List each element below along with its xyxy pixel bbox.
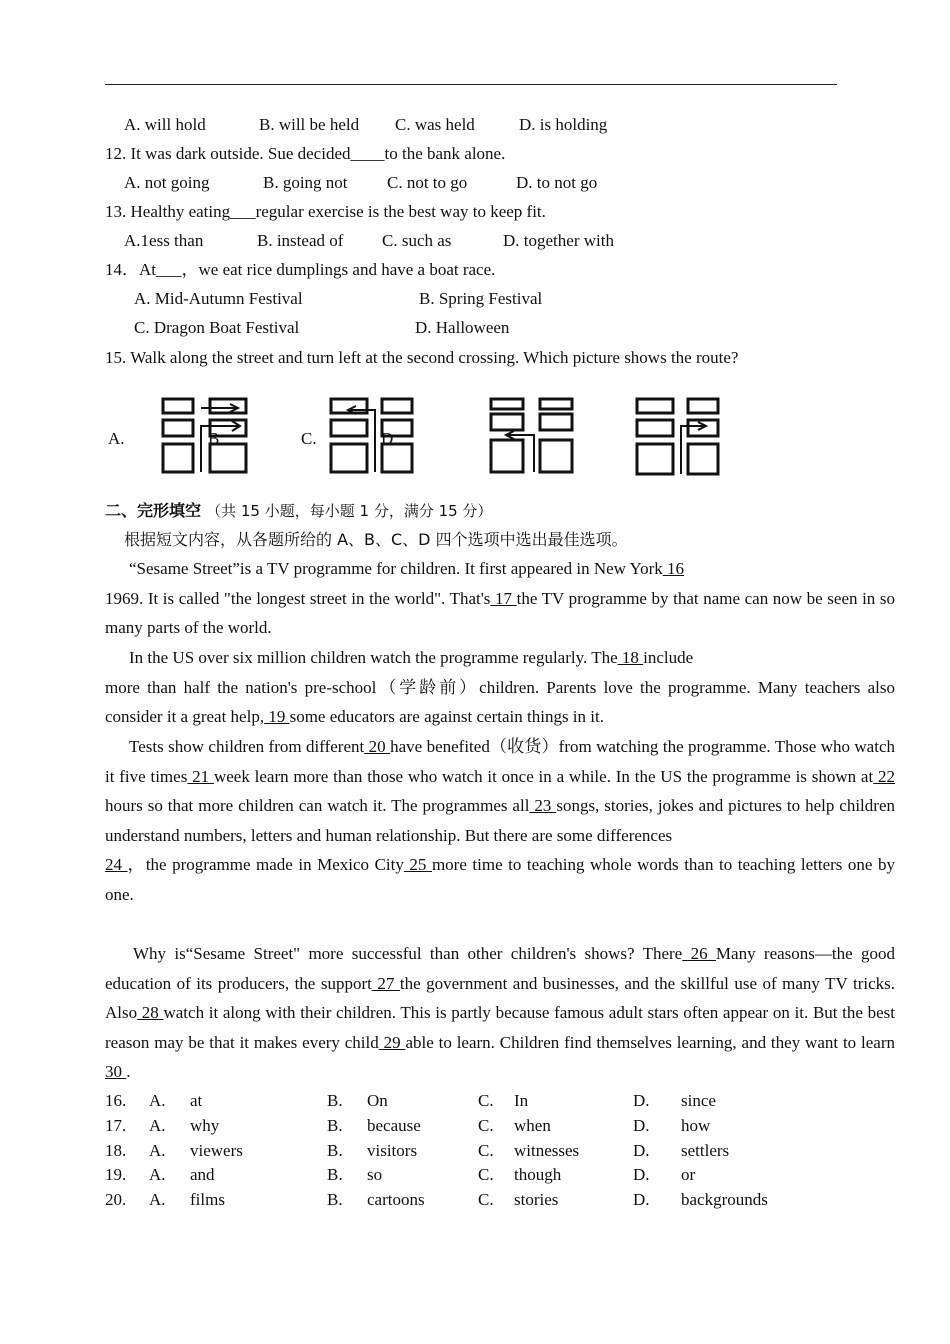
option-17-c[interactable]: when: [514, 1115, 551, 1135]
q13-option-a[interactable]: A.1ess than: [124, 231, 204, 250]
option-16-b[interactable]: On: [367, 1091, 388, 1110]
option-18-a[interactable]: viewers: [190, 1140, 243, 1160]
option-17-d[interactable]: how: [681, 1115, 711, 1135]
route-picture-a[interactable]: [160, 396, 250, 476]
blank-26[interactable]: 26: [682, 944, 716, 963]
q12-option-d[interactable]: D. to not go: [516, 173, 598, 192]
passage-paragraph-3: Tests show children from different 20 have benefited（收货）from watching the programme. Those who watch it five times 21 week learn more than those who watch it once in a while. In the US the programme is shown at 22 hours so that more children can watch it. The programmes all 23 songs, stories, jokes and pictures to help children understand numbers, letters and human relationship. But there are some differences 24 ，the programme made in Mexico City 25 more time to teaching whole words than to teaching letters one by one.: [105, 737, 896, 904]
option-19-d[interactable]: or: [681, 1165, 696, 1185]
q13-option-b[interactable]: B. instead of: [257, 231, 344, 250]
option-20-a[interactable]: films: [190, 1190, 225, 1210]
option-17-a[interactable]: why: [190, 1115, 220, 1135]
option-17-b[interactable]: because: [367, 1115, 421, 1135]
blank-28[interactable]: 28: [137, 1003, 164, 1023]
q14-option-d[interactable]: D. Halloween: [415, 318, 510, 337]
option-20-c[interactable]: stories: [514, 1190, 559, 1210]
q12-option-b[interactable]: B. going not: [263, 173, 348, 192]
option-19-a[interactable]: and: [190, 1165, 215, 1185]
blank-21[interactable]: 21: [187, 766, 214, 786]
option-18-c[interactable]: witnesses: [514, 1140, 580, 1160]
q14-option-b[interactable]: B. Spring Festival: [419, 289, 543, 308]
option-18-d[interactable]: settlers: [681, 1140, 730, 1160]
q14-stem: 14．At___，we eat rice dumplings and have a boat race.: [105, 260, 496, 279]
option-16-c[interactable]: In: [514, 1091, 529, 1110]
q13-option-d[interactable]: D. together with: [503, 231, 614, 250]
q15-label-c: C.: [301, 429, 317, 448]
blank-19[interactable]: 19: [264, 707, 290, 727]
option-20-d[interactable]: backgrounds: [681, 1190, 768, 1210]
section2-heading-note: （共 15 小题，每小题 1 分，满分 15 分）: [206, 502, 493, 520]
q11-option-d[interactable]: D. is holding: [519, 115, 608, 134]
option-19-b[interactable]: so: [367, 1165, 383, 1185]
blank-20[interactable]: 20: [364, 737, 391, 756]
blank-24[interactable]: 24: [105, 855, 128, 875]
q11-option-c[interactable]: C. was held: [395, 115, 475, 134]
q11-option-b[interactable]: B. will be held: [259, 115, 360, 134]
passage-paragraph-1: “Sesame Street”is a TV programme for children. It first appeared in New York 16 1969. It is called "the longest street in the world". That's 17 the TV programme by that name can now be seen in so many parts of the world.: [105, 559, 895, 638]
header-rule: [105, 84, 837, 85]
route-picture-c[interactable]: [488, 396, 576, 476]
section2-heading-row: [105, 500, 492, 522]
q11-option-a[interactable]: A. will hold: [124, 115, 206, 134]
blank-17[interactable]: 17: [490, 588, 517, 608]
option-19-c[interactable]: though: [514, 1165, 562, 1185]
q15-label-a: A.: [108, 429, 125, 448]
passage-paragraph-2: In the US over six million children watch the programme regularly. The 18 include more than half the nation's pre-school（学龄前）children. Parents love the programme. Many teachers also consider it a great help, 19 some educators are against certain things in it.: [105, 648, 895, 727]
q13-stem: 13. Healthy eating___regular exercise is the best way to keep fit.: [105, 202, 546, 221]
option-18-b[interactable]: visitors: [367, 1140, 418, 1160]
q12-option-a[interactable]: A. not going: [124, 173, 210, 192]
q13-option-c[interactable]: C. such as: [382, 231, 452, 250]
q15-label-b: B: [208, 429, 220, 448]
blank-23[interactable]: 23: [529, 796, 557, 816]
route-picture-d[interactable]: [634, 396, 722, 478]
q15-label-d: D: [381, 429, 394, 448]
blank-29[interactable]: 29: [378, 1032, 406, 1052]
q14-option-c[interactable]: C. Dragon Boat Festival: [134, 318, 300, 337]
q15-stem: 15. Walk along the street and turn left at the second crossing. Which picture shows the route?: [105, 348, 739, 367]
blank-18[interactable]: 18: [617, 648, 644, 667]
blank-16[interactable]: 16: [662, 559, 685, 578]
option-16-d[interactable]: since: [681, 1091, 716, 1110]
option-16-a[interactable]: at: [190, 1091, 203, 1110]
route-picture-b[interactable]: [328, 396, 416, 476]
section2-heading: 二、完形填空: [105, 501, 202, 520]
passage-paragraph-4: Why is“Sesame Street" more successful than other children's shows? There 26 Many reasons—the good education of its producers, the support 27 the government and businesses, and the skillful use of many TV tricks. Also 28 watch it along with their children. This is partly because famous adult stars often appear on it. But the best reason may be that it makes every child 29 able to learn. Children find themselves learning, and they want to learn 30 .: [105, 944, 896, 1082]
q12-stem: 12. It was dark outside. Sue decided____to the bank alone.: [105, 144, 506, 163]
blank-25[interactable]: 25: [403, 855, 432, 875]
q12-option-c[interactable]: C. not to go: [387, 173, 468, 192]
blank-30[interactable]: 30: [105, 1062, 127, 1082]
option-20-b[interactable]: cartoons: [367, 1190, 425, 1210]
q14-option-a[interactable]: A. Mid-Autumn Festival: [134, 289, 303, 308]
blank-27[interactable]: 27: [371, 973, 400, 993]
blank-22[interactable]: 22: [873, 766, 896, 786]
section2-instruction: 根据短文内容，从各题所给的 A、B、C、D 四个选项中选出最佳选项。: [124, 530, 628, 549]
